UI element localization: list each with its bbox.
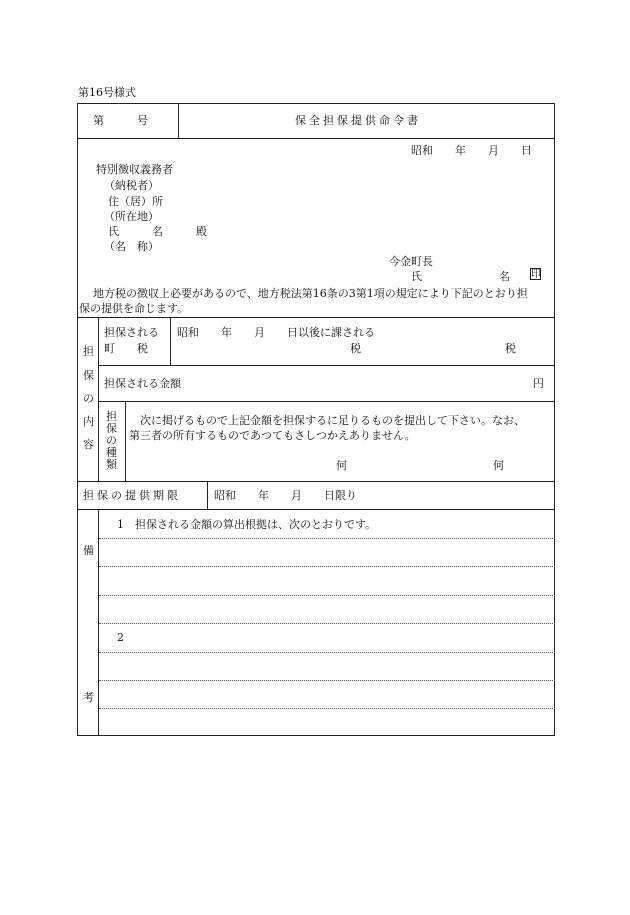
addressee-address-sub: （所在地） (104, 210, 159, 223)
amount-row-divider (98, 401, 555, 402)
remarks-item-1: 1 担保される金額の算出根拠は、次のとおりです。 (117, 518, 377, 531)
addressee-name: 氏 名 殿 (108, 225, 207, 238)
deadline-text: 昭和 年 月 日限り (214, 489, 357, 502)
tax-label-2: 町 税 (104, 342, 148, 355)
remarks-line (99, 538, 555, 539)
deadline-label-split (207, 481, 208, 509)
preamble-divider (77, 317, 555, 318)
remarks-line (99, 652, 555, 653)
addressee-role: 特別徴収義務者 (96, 163, 173, 176)
section-label-split (98, 317, 99, 481)
tax-period-text: 昭和 年 月 日以後に課される (177, 326, 375, 339)
amount-label: 担保される金額 (104, 377, 181, 390)
issuer-name-label: 氏 名 (411, 270, 510, 283)
kind-label-split (125, 401, 126, 481)
deadline-divider (77, 509, 555, 510)
tax-type-a: 税 (350, 342, 361, 355)
amount-unit: 円 (533, 377, 544, 390)
preamble-line-1: 地方税の徴収上必要があるので、地方税法第16条の3第1項の規定により下記のとおり担 (93, 287, 528, 300)
issue-date: 昭和 年 月 日 (411, 144, 532, 157)
seal-mark: 印 (531, 269, 541, 280)
remarks-line (99, 595, 555, 596)
form-number: 第16号様式 (78, 86, 136, 99)
kind-label-char: の (106, 434, 117, 447)
content-divider (77, 481, 555, 482)
remarks-line (99, 708, 555, 709)
preamble-line-2: 保の提供を命じます。 (79, 302, 189, 315)
kind-text-2: 第三者の所有するものであつてもさしつかえありません。 (129, 429, 416, 442)
header-split (178, 103, 179, 138)
addressee-role-sub: （納税者） (104, 179, 159, 192)
document-title: 保全担保提供命令書 (295, 114, 421, 127)
kind-item-b: 何 (493, 459, 504, 472)
section-label-char: 担 (83, 345, 94, 358)
tax-label-split (170, 317, 171, 365)
tax-label-1: 担保される (104, 326, 159, 339)
deadline-label: 担保の提供期限 (83, 489, 181, 502)
kind-text-1: 次に掲げるもので上記金額を担保するに足りるものを提出して下さい。なお、 (140, 414, 525, 427)
kind-label-char: 類 (106, 458, 117, 471)
section-label-char: 内 (83, 415, 94, 428)
remarks-line (99, 680, 555, 681)
number-label: 第 号 (93, 114, 148, 127)
kind-label-char: 担 (106, 410, 117, 423)
remarks-line (99, 623, 555, 624)
remarks-label-top: 備 (83, 544, 94, 557)
header-divider (77, 138, 555, 139)
section-label-char: 容 (83, 438, 94, 451)
kind-item-a: 何 (336, 459, 347, 472)
addressee-address: 住（居）所 (108, 195, 163, 208)
kind-label-char: 保 (106, 422, 117, 435)
section-label-char: の (83, 392, 94, 405)
issuer-title: 今金町長 (389, 255, 433, 268)
remarks-line (99, 566, 555, 567)
remarks-item-2: 2 (117, 631, 124, 644)
tax-type-b: 税 (505, 342, 516, 355)
remarks-label-bottom: 考 (83, 691, 94, 704)
section-label-char: 保 (83, 369, 94, 382)
tax-row-divider (98, 365, 555, 366)
kind-label-char: 種 (106, 446, 117, 459)
addressee-name-sub: （名 称） (104, 240, 159, 253)
